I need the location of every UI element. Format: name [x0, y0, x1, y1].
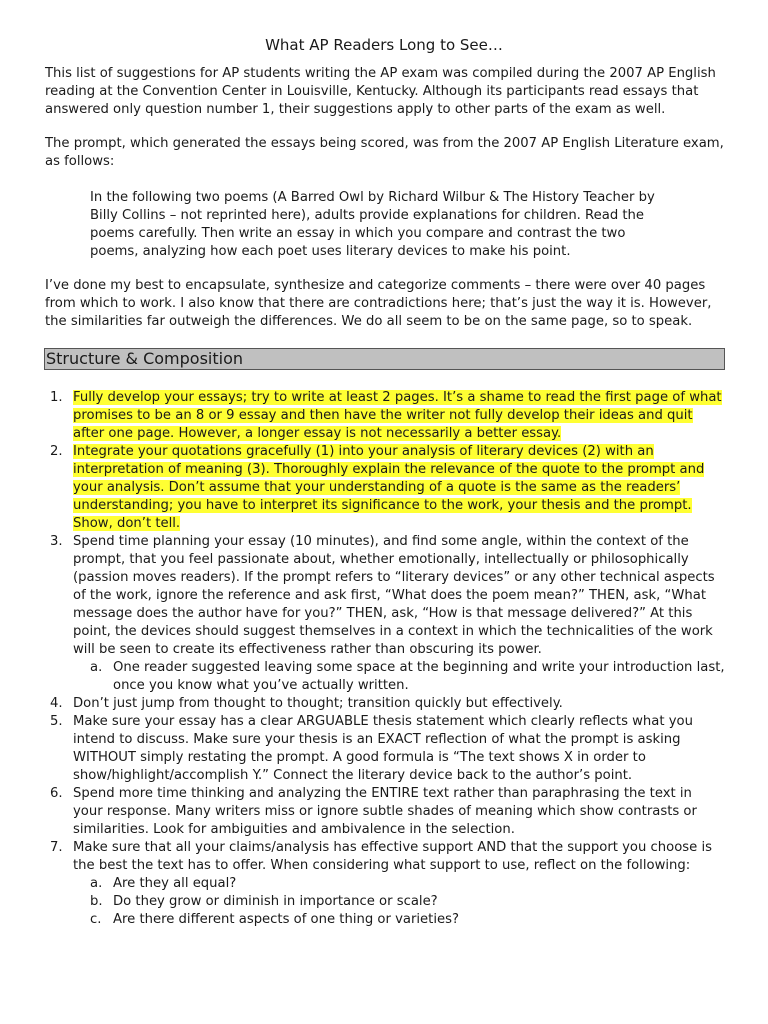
- list-item: [45, 839, 725, 929]
- intro-paragraph-3: I’ve done my best to encapsulate, synthesize and categorize comments – there were over 40 pages from which to work. I also know that there are contradictions here; that’s just the way it is. However, the similarities far outweigh the differences. We do all seem to be on the same page, so to speak.: [45, 278, 712, 329]
- sub-item-text: Are there different aspects of one thing or varieties?: [113, 912, 459, 927]
- intro-paragraph-2: The prompt, which generated the essays being scored, was from the 2007 AP English Literature exam, as follows:: [45, 136, 724, 169]
- list-item: [45, 389, 725, 443]
- item-text: Make sure your essay has a clear ARGUABLE thesis statement which clearly reflects what you intend to discuss. Make sure your thesis is an EXACT reflection of what the prompt is asking WITHOUT simply restating the prompt. A good formula is “The text shows X in order to show/highlight/accomplish Y.” Connect the literary device back to the author’s point.: [73, 714, 693, 783]
- item-number: 7.: [50, 840, 63, 855]
- list-item: [45, 443, 725, 533]
- item-text: Don’t just jump from thought to thought; transition quickly but effectively.: [73, 696, 563, 711]
- section-heading: Structure & Composition: [44, 348, 725, 370]
- page-title: What AP Readers Long to See…: [265, 36, 503, 54]
- sub-item-letter: a.: [90, 660, 103, 675]
- intro-paragraph-1: This list of suggestions for AP students writing the AP exam was compiled during the 2007 AP English reading at the Convention Center in Louisville, Kentucky. Although its participants read essays that answered only question number 1, their suggestions apply to other parts of the exam as well.: [45, 66, 716, 117]
- list-item: [45, 713, 725, 785]
- item-text: Integrate your quotations gracefully (1) into your analysis of literary devices (2) with an interpretation of meaning (3). Thoroughly explain the relevance of the quote to the prompt and your analysis. Don’t assume that your understanding of a quote is the same as the readers’ understanding; you have to interpret its significance to the work, your thesis and the prompt. Show, don’t tell.: [73, 444, 705, 531]
- sub-item-text: One reader suggested leaving some space at the beginning and write your introduction last, once you know what you’ve actually written.: [113, 660, 725, 693]
- item-text: Make sure that all your claims/analysis has effective support AND that the support you choose is the best the text has to offer. When considering what support to use, reflect on the following:: [73, 840, 712, 873]
- list-item: [45, 785, 725, 839]
- item-text: Fully develop your essays; try to write at least 2 pages. It’s a shame to read the first page of what promises to be an 8 or 9 essay and then have the writer not fully develop their ideas and quit after one page. However, a longer essay is not necessarily a better essay.: [73, 390, 722, 441]
- item-number: 1.: [50, 390, 63, 405]
- item-number: 3.: [50, 534, 63, 549]
- sub-list: [73, 659, 725, 695]
- sub-list-item: [73, 893, 725, 911]
- sub-list-item: [73, 911, 725, 929]
- sub-list: [73, 875, 725, 929]
- sub-item-text: Do they grow or diminish in importance or scale?: [113, 894, 438, 909]
- sub-item-letter: b.: [90, 894, 103, 909]
- item-text: Spend time planning your essay (10 minutes), and find some angle, within the context of the prompt, that you feel passionate about, whether emotionally, intellectually or philosophically (passion moves readers). If the prompt refers to “literary devices” or any other technical aspects of the work, ignore the reference and ask first, “What does the poem mean?” THEN, ask, “What message does the author have for you?” THEN, ask, “How is that message delivered?” At this point, the devices should suggest themselves in a context in which the technicalities of the work will be seen to create its effectiveness rather than obscuring its power.: [73, 534, 715, 657]
- item-text: Spend more time thinking and analyzing the ENTIRE text rather than paraphrasing the text in your response. Many writers miss or ignore subtle shades of meaning which show contrasts or similarities. Look for ambiguities and ambivalence in the selection.: [73, 786, 697, 837]
- item-number: 2.: [50, 444, 63, 459]
- sub-list-item: [73, 875, 725, 893]
- item-number: 6.: [50, 786, 63, 801]
- sub-item-text: Are they all equal?: [113, 876, 237, 891]
- sub-item-letter: a.: [90, 876, 103, 891]
- list-item: [45, 695, 725, 713]
- sub-item-letter: c.: [90, 912, 102, 927]
- sub-list-item: [73, 659, 725, 695]
- prompt-quote: In the following two poems (A Barred Owl by Richard Wilbur & The History Teacher by Billy Collins – not reprinted here), adults provide explanations for children. Read the poems carefully. Then write an essay in which you compare and contrast the two poems, analyzing how each poet uses literary devices to make his point.: [90, 190, 655, 259]
- suggestion-list: [45, 389, 725, 929]
- list-item: [45, 533, 725, 695]
- item-number: 4.: [50, 696, 63, 711]
- item-number: 5.: [50, 714, 63, 729]
